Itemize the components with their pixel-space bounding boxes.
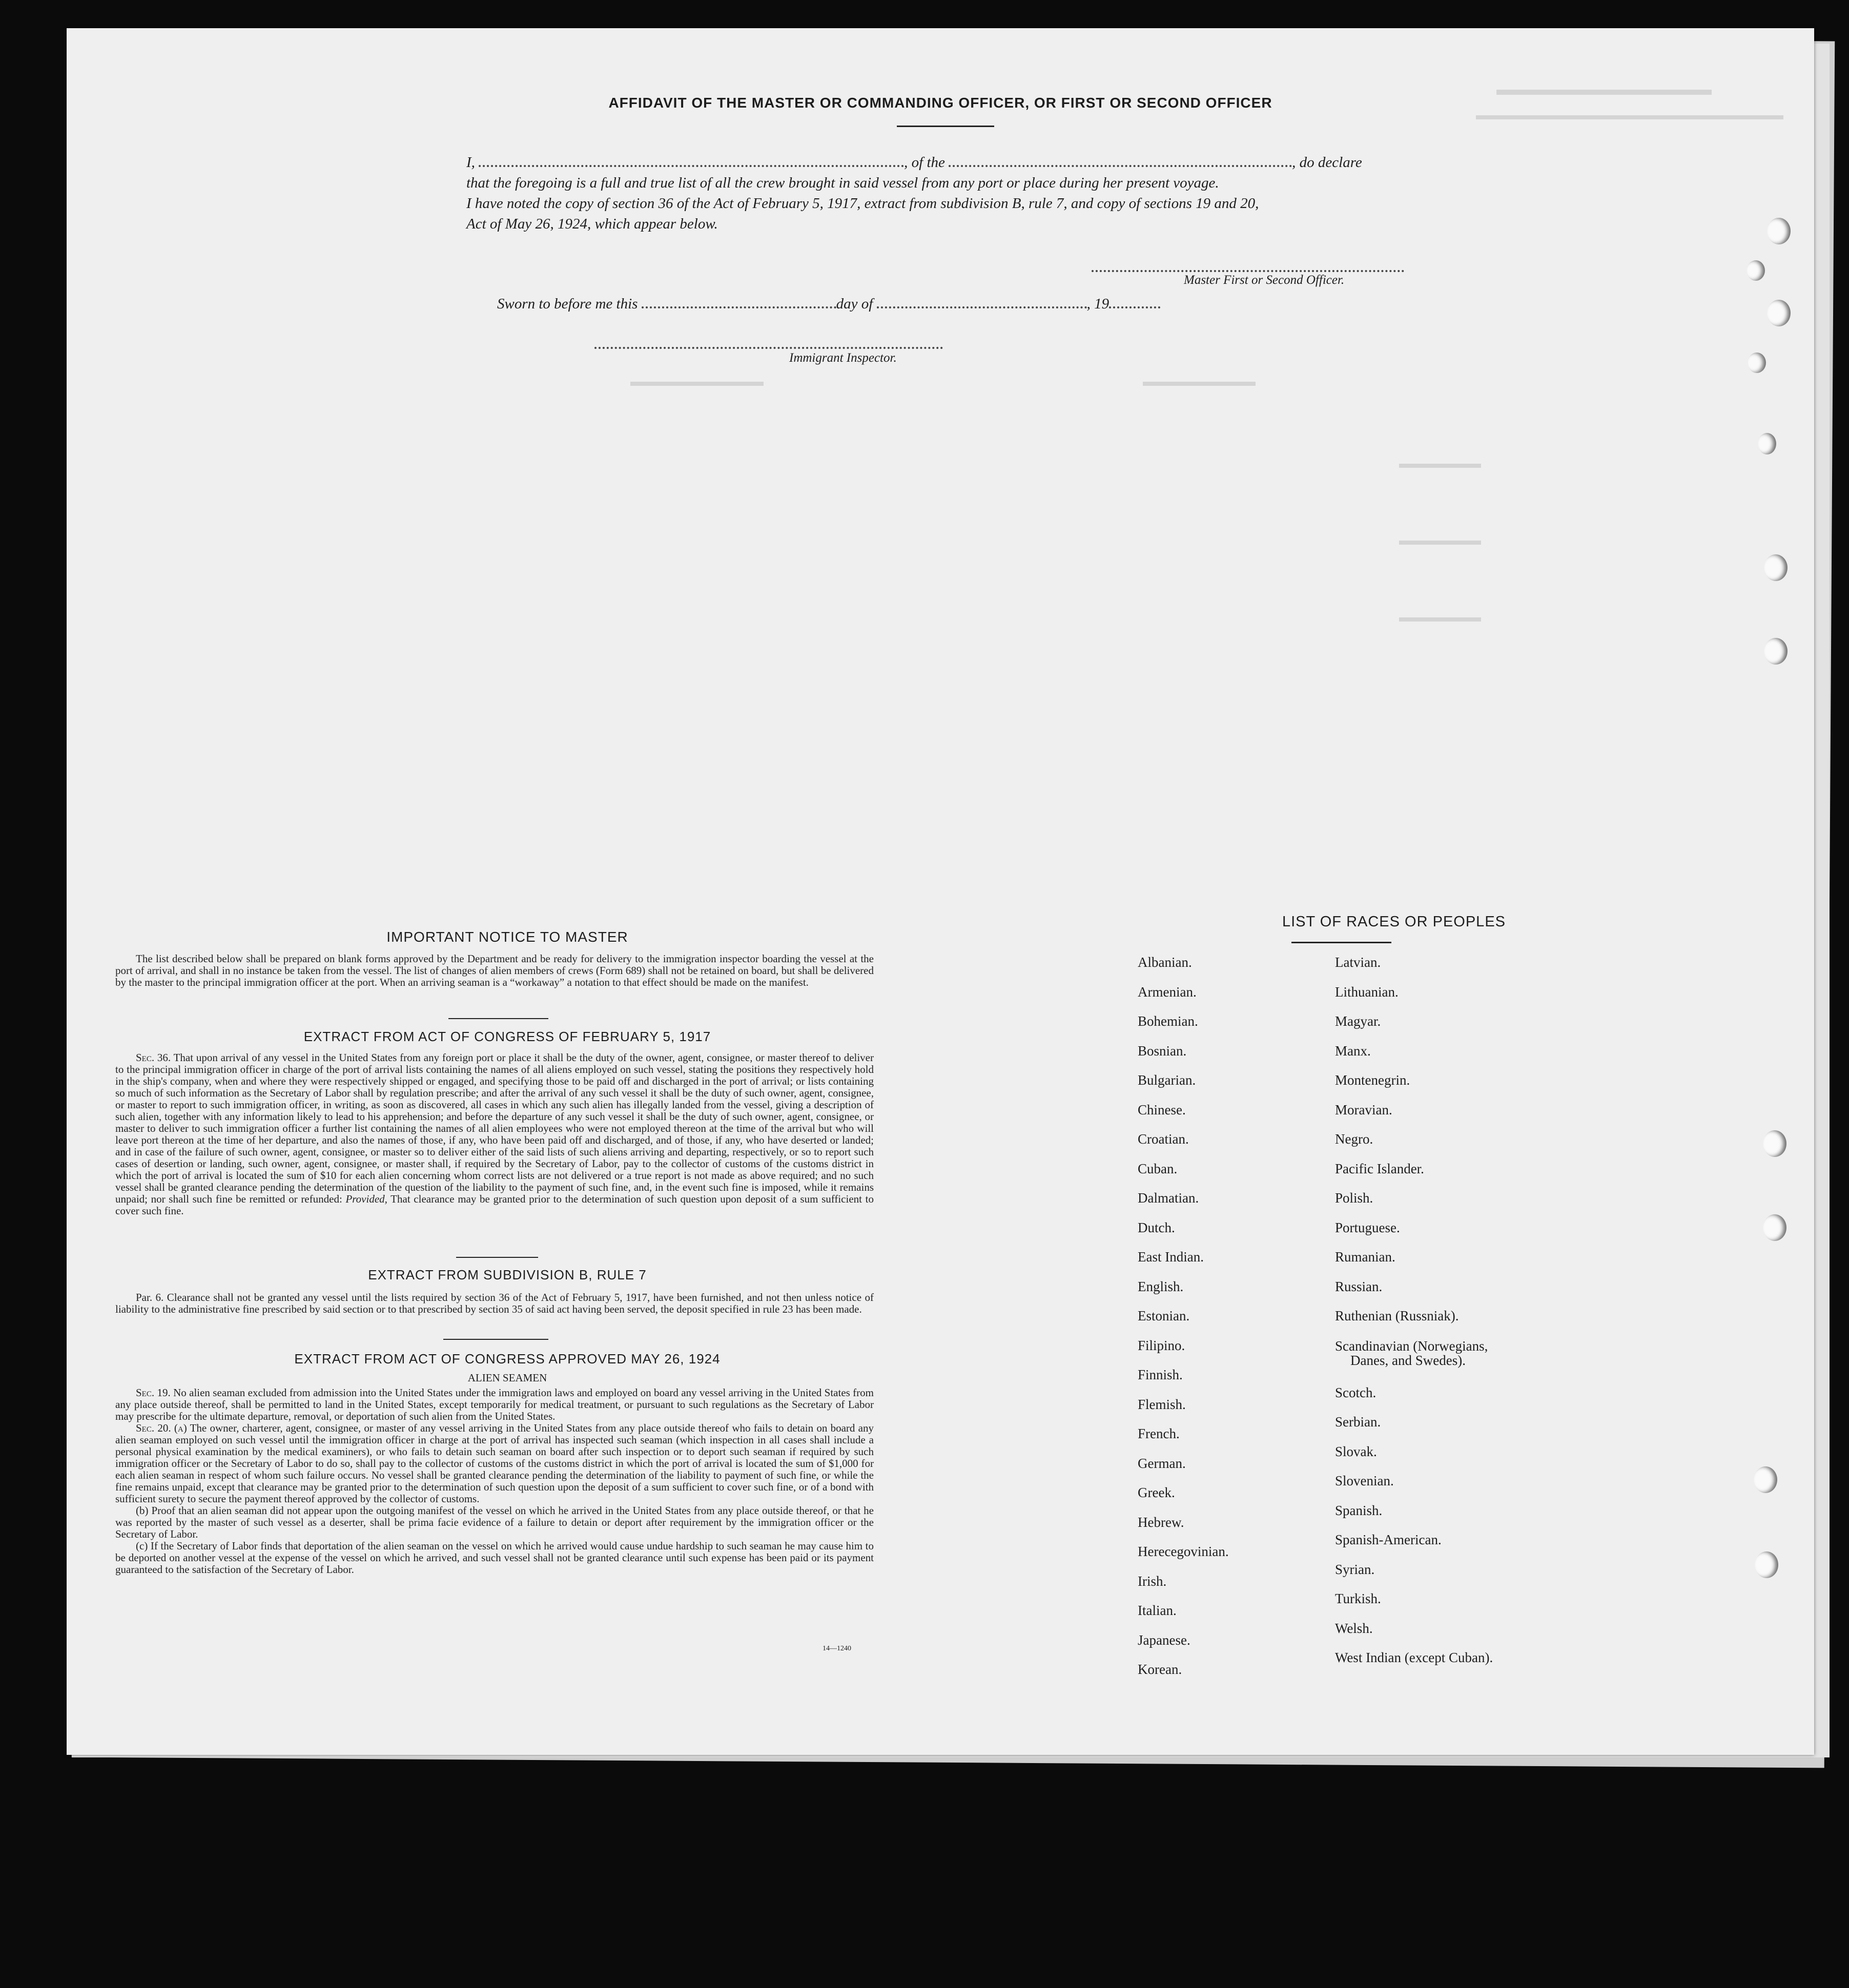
race-item: Chinese. bbox=[1138, 1102, 1186, 1117]
signature-label: Master First or Second Officer. bbox=[1184, 273, 1345, 287]
race-item: Bulgarian. bbox=[1138, 1072, 1196, 1088]
race-item: Hebrew. bbox=[1138, 1514, 1184, 1530]
race-item: Spanish. bbox=[1335, 1502, 1383, 1518]
sworn-year-blank[interactable] bbox=[1109, 306, 1160, 308]
section-20a bbox=[115, 1422, 874, 1505]
section-20b bbox=[115, 1505, 874, 1540]
document-page bbox=[67, 28, 1814, 1755]
races-divider bbox=[1291, 942, 1391, 943]
show-through-mark bbox=[630, 382, 764, 386]
declaration-line-4: Act of May 26, 1924, which appear below. bbox=[466, 216, 718, 232]
section-20c bbox=[115, 1540, 874, 1576]
race-item: Montenegrin. bbox=[1335, 1072, 1410, 1088]
race-item: Greek. bbox=[1138, 1485, 1175, 1500]
section-36-body: That upon arrival of any vessel in the United States from any foreign port or place it shall be the duty of the owner, agent, consignee, or master thereof to deliver to the principal immigration officer in charge of the port of arrival lists containing the names of all aliens employed on such vessel, stating the positions they respectively hold in the ship's company, when and where they were respectively shipped or engaged, and specifying those to be paid off and discharged in the port of arrival; or lists containing so much of such information as the Secretary of Labor shall by regulation prescribe; and after the arrival of any such vessel it shall be the duty of such owner, agent, consignee, or master to report to such immigration officer, in writing, as soon as discovered, all cases in which any such alien has illegally landed from the vessel, giving a description of such alien, together with any information likely to lead to his apprehension; and before the departure of any such vessel it shall be the duty of such owner, agent, consignee, or master to deliver to such immigration officer a further list containing the names of all alien employees who were not employed thereon at the time of the arrival but who will leave port thereon at the time of her departure, and also the names of those, if any, who have been paid off and discharged, and of those, if any, who have deserted or landed; and in case of the failure of such owner, agent, consignee, or master so to deliver either of the said lists of such aliens arriving and departing, respectively, or so to report such cases of desertion or landing, such owner, agent, consignee, or master shall, if required by the Secretary of Labor, pay to the collector of customs of the customs district in which the port of arrival is located the sum of $10 for each alien concerning whom correct lists are not delivered or a true report is not made as above required; and no such vessel shall be granted clearance pending the determination of the question of the liability to the payment of such fine, and, in the event such fine is imposed, while it remains unpaid; nor shall such fine be remitted or refunded: bbox=[115, 1051, 874, 1205]
punch-hole bbox=[1747, 260, 1765, 281]
extract-1924-title: EXTRACT FROM ACT OF CONGRESS APPROVED MAY 26, 1924 bbox=[294, 1351, 721, 1366]
show-through-mark bbox=[1399, 541, 1481, 545]
race-item: Slovenian. bbox=[1335, 1473, 1394, 1488]
race-item: Korean. bbox=[1138, 1662, 1182, 1677]
races-title: LIST OF RACES OR PEOPLES bbox=[1282, 914, 1506, 930]
punch-hole bbox=[1748, 353, 1766, 373]
section-divider bbox=[456, 1257, 538, 1258]
sworn-statement bbox=[497, 296, 1160, 313]
race-item: Dutch. bbox=[1138, 1219, 1175, 1235]
punch-hole bbox=[1763, 1214, 1786, 1241]
inspector-signature-line[interactable] bbox=[594, 347, 943, 349]
extract-1924-text bbox=[115, 1387, 874, 1576]
inspector-label: Immigrant Inspector. bbox=[789, 351, 897, 365]
punch-hole bbox=[1767, 218, 1791, 244]
declaration-line-2: that the foregoing is a full and true list of all the crew brought in said vessel from any port or place during her present voyage. bbox=[466, 175, 1219, 191]
races-column-1 bbox=[1138, 948, 1229, 1685]
extract-1917-title: EXTRACT FROM ACT OF CONGRESS OF FEBRUARY 5, 1917 bbox=[303, 1029, 711, 1044]
race-item: Bosnian. bbox=[1138, 1043, 1187, 1059]
race-item: Welsh. bbox=[1335, 1620, 1373, 1636]
race-item: French. bbox=[1138, 1426, 1180, 1441]
vessel-blank[interactable] bbox=[949, 165, 1292, 167]
notice-text: The list described below shall be prepared on blank forms approved by the Department and be ready for delivery to the immigration inspector boarding the vessel at the port of arrival, and shall in no instance be taken from the vessel. The list of changes of alien members of crews (Form 689) shall not be retained on board, but shall be delivered by the master to the principal immigration officer at the port. When an arriving seaman is a “workaway” a notation to that effect should be made on the manifest. bbox=[115, 952, 874, 988]
section-19-label: Sec. 19. bbox=[136, 1386, 171, 1399]
section-20b-label: (b) bbox=[136, 1504, 149, 1517]
race-item: West Indian (except Cuban). bbox=[1335, 1650, 1493, 1665]
race-item: Portuguese. bbox=[1335, 1219, 1400, 1235]
race-item: Slovak. bbox=[1335, 1443, 1377, 1459]
proviso-label: Provided, bbox=[345, 1193, 387, 1205]
race-item: Herecegovinian. bbox=[1138, 1544, 1229, 1559]
punch-hole bbox=[1764, 554, 1788, 581]
punch-hole bbox=[1767, 300, 1791, 326]
show-through-mark bbox=[1476, 115, 1783, 119]
extract-rule7-text: Par. 6. Clearance shall not be granted any vessel until the lists required by section 36 of the Act of February 5, 1917, have been furnished, and not then unless notice of liability to the administrative fine prescribed by said section or to that prescribed by section 35 of said act having been served, the deposit specified in rule 23 has been made. bbox=[115, 1291, 874, 1315]
extract-1917-text bbox=[115, 1052, 874, 1217]
race-item: German. bbox=[1138, 1455, 1186, 1471]
race-item: Japanese. bbox=[1138, 1632, 1190, 1648]
race-item: Magyar. bbox=[1335, 1013, 1381, 1029]
show-through-mark bbox=[1399, 617, 1481, 622]
show-through-mark bbox=[1143, 382, 1256, 386]
declaration-line-1 bbox=[466, 152, 1507, 173]
race-item: Croatian. bbox=[1138, 1131, 1189, 1147]
show-through-mark bbox=[1496, 90, 1712, 95]
section-20c-label: (c) bbox=[136, 1540, 148, 1552]
affidavit-title: AFFIDAVIT OF THE MASTER OR COMMANDING OFFICER, OR FIRST OR SECOND OFFICER bbox=[608, 95, 1272, 111]
race-item: Cuban. bbox=[1138, 1161, 1178, 1176]
show-through-mark bbox=[1399, 464, 1481, 468]
race-item: Latvian. bbox=[1335, 955, 1381, 970]
race-item: Finnish. bbox=[1138, 1367, 1183, 1382]
race-item: Flemish. bbox=[1138, 1396, 1186, 1412]
race-item: Serbian. bbox=[1335, 1414, 1381, 1430]
sworn-day-blank[interactable] bbox=[642, 306, 836, 308]
section-36-label: Sec. 36. bbox=[136, 1051, 171, 1064]
section-20b-body: Proof that an alien seaman did not appear upon the outgoing manifest of the vessel on which he arrived in the United States from any place outside thereof, or that he was reported by the master of such vessel as a deserter, shall be prima facie evidence of a failure to detain or deport after requirement by the immigration officer or the Secretary of Labor. bbox=[115, 1504, 874, 1540]
name-blank[interactable] bbox=[479, 165, 904, 167]
proviso-text: That clearance may be granted prior to the determination of such question upon deposit of a sum sufficient to cover such fine. bbox=[115, 1193, 874, 1217]
extract-1924-subtitle: ALIEN SEAMEN bbox=[467, 1372, 547, 1384]
sworn-prefix: Sworn to before me this bbox=[497, 296, 638, 312]
declaration-do-declare: , do declare bbox=[1292, 154, 1362, 171]
section-divider bbox=[443, 1339, 548, 1340]
race-item: Negro. bbox=[1335, 1131, 1373, 1147]
race-item: Armenian. bbox=[1138, 984, 1197, 1000]
signature-line[interactable] bbox=[1092, 270, 1404, 272]
section-20c-body: If the Secretary of Labor finds that deportation of the alien seaman on the vessel on which he arrived would cause undue hardship to such seaman he may cause him to be deported on another vessel at the expense of the vessel on which he arrived, and such vessel shall not be granted clearance until such expense has been paid or its payment guaranteed to the satisfaction of the Secretary of Labor. bbox=[115, 1540, 874, 1576]
race-item: Estonian. bbox=[1138, 1308, 1190, 1323]
declaration-line-3: I have noted the copy of section 36 of the Act of February 5, 1917, extract from subdivision B, rule 7, and copy of sections 19 and 20, bbox=[466, 195, 1259, 212]
race-item: Scotch. bbox=[1335, 1384, 1377, 1400]
declaration-i: I, bbox=[466, 154, 475, 171]
races-column-2 bbox=[1335, 948, 1493, 1673]
race-item: Pacific Islander. bbox=[1335, 1161, 1424, 1176]
extract-rule7-title: EXTRACT FROM SUBDIVISION B, RULE 7 bbox=[368, 1267, 647, 1282]
affidavit-declaration bbox=[466, 152, 1507, 234]
race-item: Manx. bbox=[1335, 1043, 1371, 1059]
race-item: Scandinavian (Norwegians, bbox=[1335, 1338, 1488, 1354]
race-item: Irish. bbox=[1138, 1573, 1167, 1589]
form-code: 14—1240 bbox=[823, 1645, 851, 1652]
punch-hole bbox=[1764, 638, 1788, 665]
sworn-day-of: day of bbox=[836, 296, 873, 312]
sworn-month-blank[interactable] bbox=[877, 306, 1087, 308]
race-item: Filipino. bbox=[1138, 1337, 1185, 1353]
race-item: Danes, and Swedes). bbox=[1350, 1352, 1466, 1368]
section-20a-body: The owner, charterer, agent, consignee, or master of any vessel arriving in the United States from any place outside thereof who fails to detain on board any alien seaman employed on such vessel until the immigration officer in charge at the port of arrival has inspected such seaman (which inspection in all cases shall include a personal physical examination by the medical examiners), or who fails to detain such seaman on board after such inspection or to deport such seaman if required by such immigration officer or the Secretary of Labor to do so, shall pay to the collector of customs of the customs district in which the port of arrival is located the sum of $1,000 for each alien seaman in respect of whom such failure occurs. No vessel shall be granted clearance pending the determination of the liability to payment of such fine, or while the fine remains unpaid, except that clearance may be granted prior to the determination of such question upon the deposit of a sum sufficient to cover such fine, or of a bond with sufficient surety to secure the payment thereof approved by the collector of customs. bbox=[115, 1422, 874, 1505]
race-item: Polish. bbox=[1335, 1190, 1373, 1206]
race-item: Russian. bbox=[1335, 1278, 1383, 1294]
punch-hole bbox=[1758, 433, 1776, 454]
title-divider bbox=[897, 126, 994, 127]
race-item: Dalmatian. bbox=[1138, 1190, 1199, 1206]
race-item: Lithuanian. bbox=[1335, 984, 1399, 1000]
race-item: Moravian. bbox=[1335, 1102, 1392, 1117]
sworn-year: , 19 bbox=[1086, 296, 1110, 312]
race-item: Spanish-American. bbox=[1335, 1532, 1442, 1547]
punch-hole bbox=[1754, 1466, 1777, 1493]
race-item: Turkish. bbox=[1335, 1591, 1381, 1606]
section-19-body: No alien seaman excluded from admission into the United States under the immigration laws and employed on board any vessel arriving in the United States from any place outside thereof, shall be permitted to land in the United States, except temporarily for medical treatment, or pursuant to such regulations as the Secretary of Labor may prescribe for the ultimate departure, removal, or deportation of such alien from the United States. bbox=[115, 1386, 874, 1422]
punch-hole bbox=[1763, 1130, 1786, 1157]
declaration-of-the: , of the bbox=[904, 154, 945, 171]
race-item: Italian. bbox=[1138, 1603, 1177, 1618]
race-item: English. bbox=[1138, 1278, 1184, 1294]
notice-title: IMPORTANT NOTICE TO MASTER bbox=[386, 929, 628, 945]
punch-hole bbox=[1755, 1551, 1778, 1578]
section-divider bbox=[448, 1018, 548, 1019]
race-item: Albanian. bbox=[1138, 955, 1192, 970]
race-item: Bohemian. bbox=[1138, 1013, 1198, 1029]
section-20a-label: Sec. 20. (a) bbox=[136, 1422, 187, 1434]
section-19 bbox=[115, 1387, 874, 1422]
race-item: Ruthenian (Russniak). bbox=[1335, 1308, 1459, 1323]
race-item: Syrian. bbox=[1335, 1561, 1375, 1577]
race-item: East Indian. bbox=[1138, 1249, 1204, 1265]
race-item: Rumanian. bbox=[1335, 1249, 1395, 1265]
